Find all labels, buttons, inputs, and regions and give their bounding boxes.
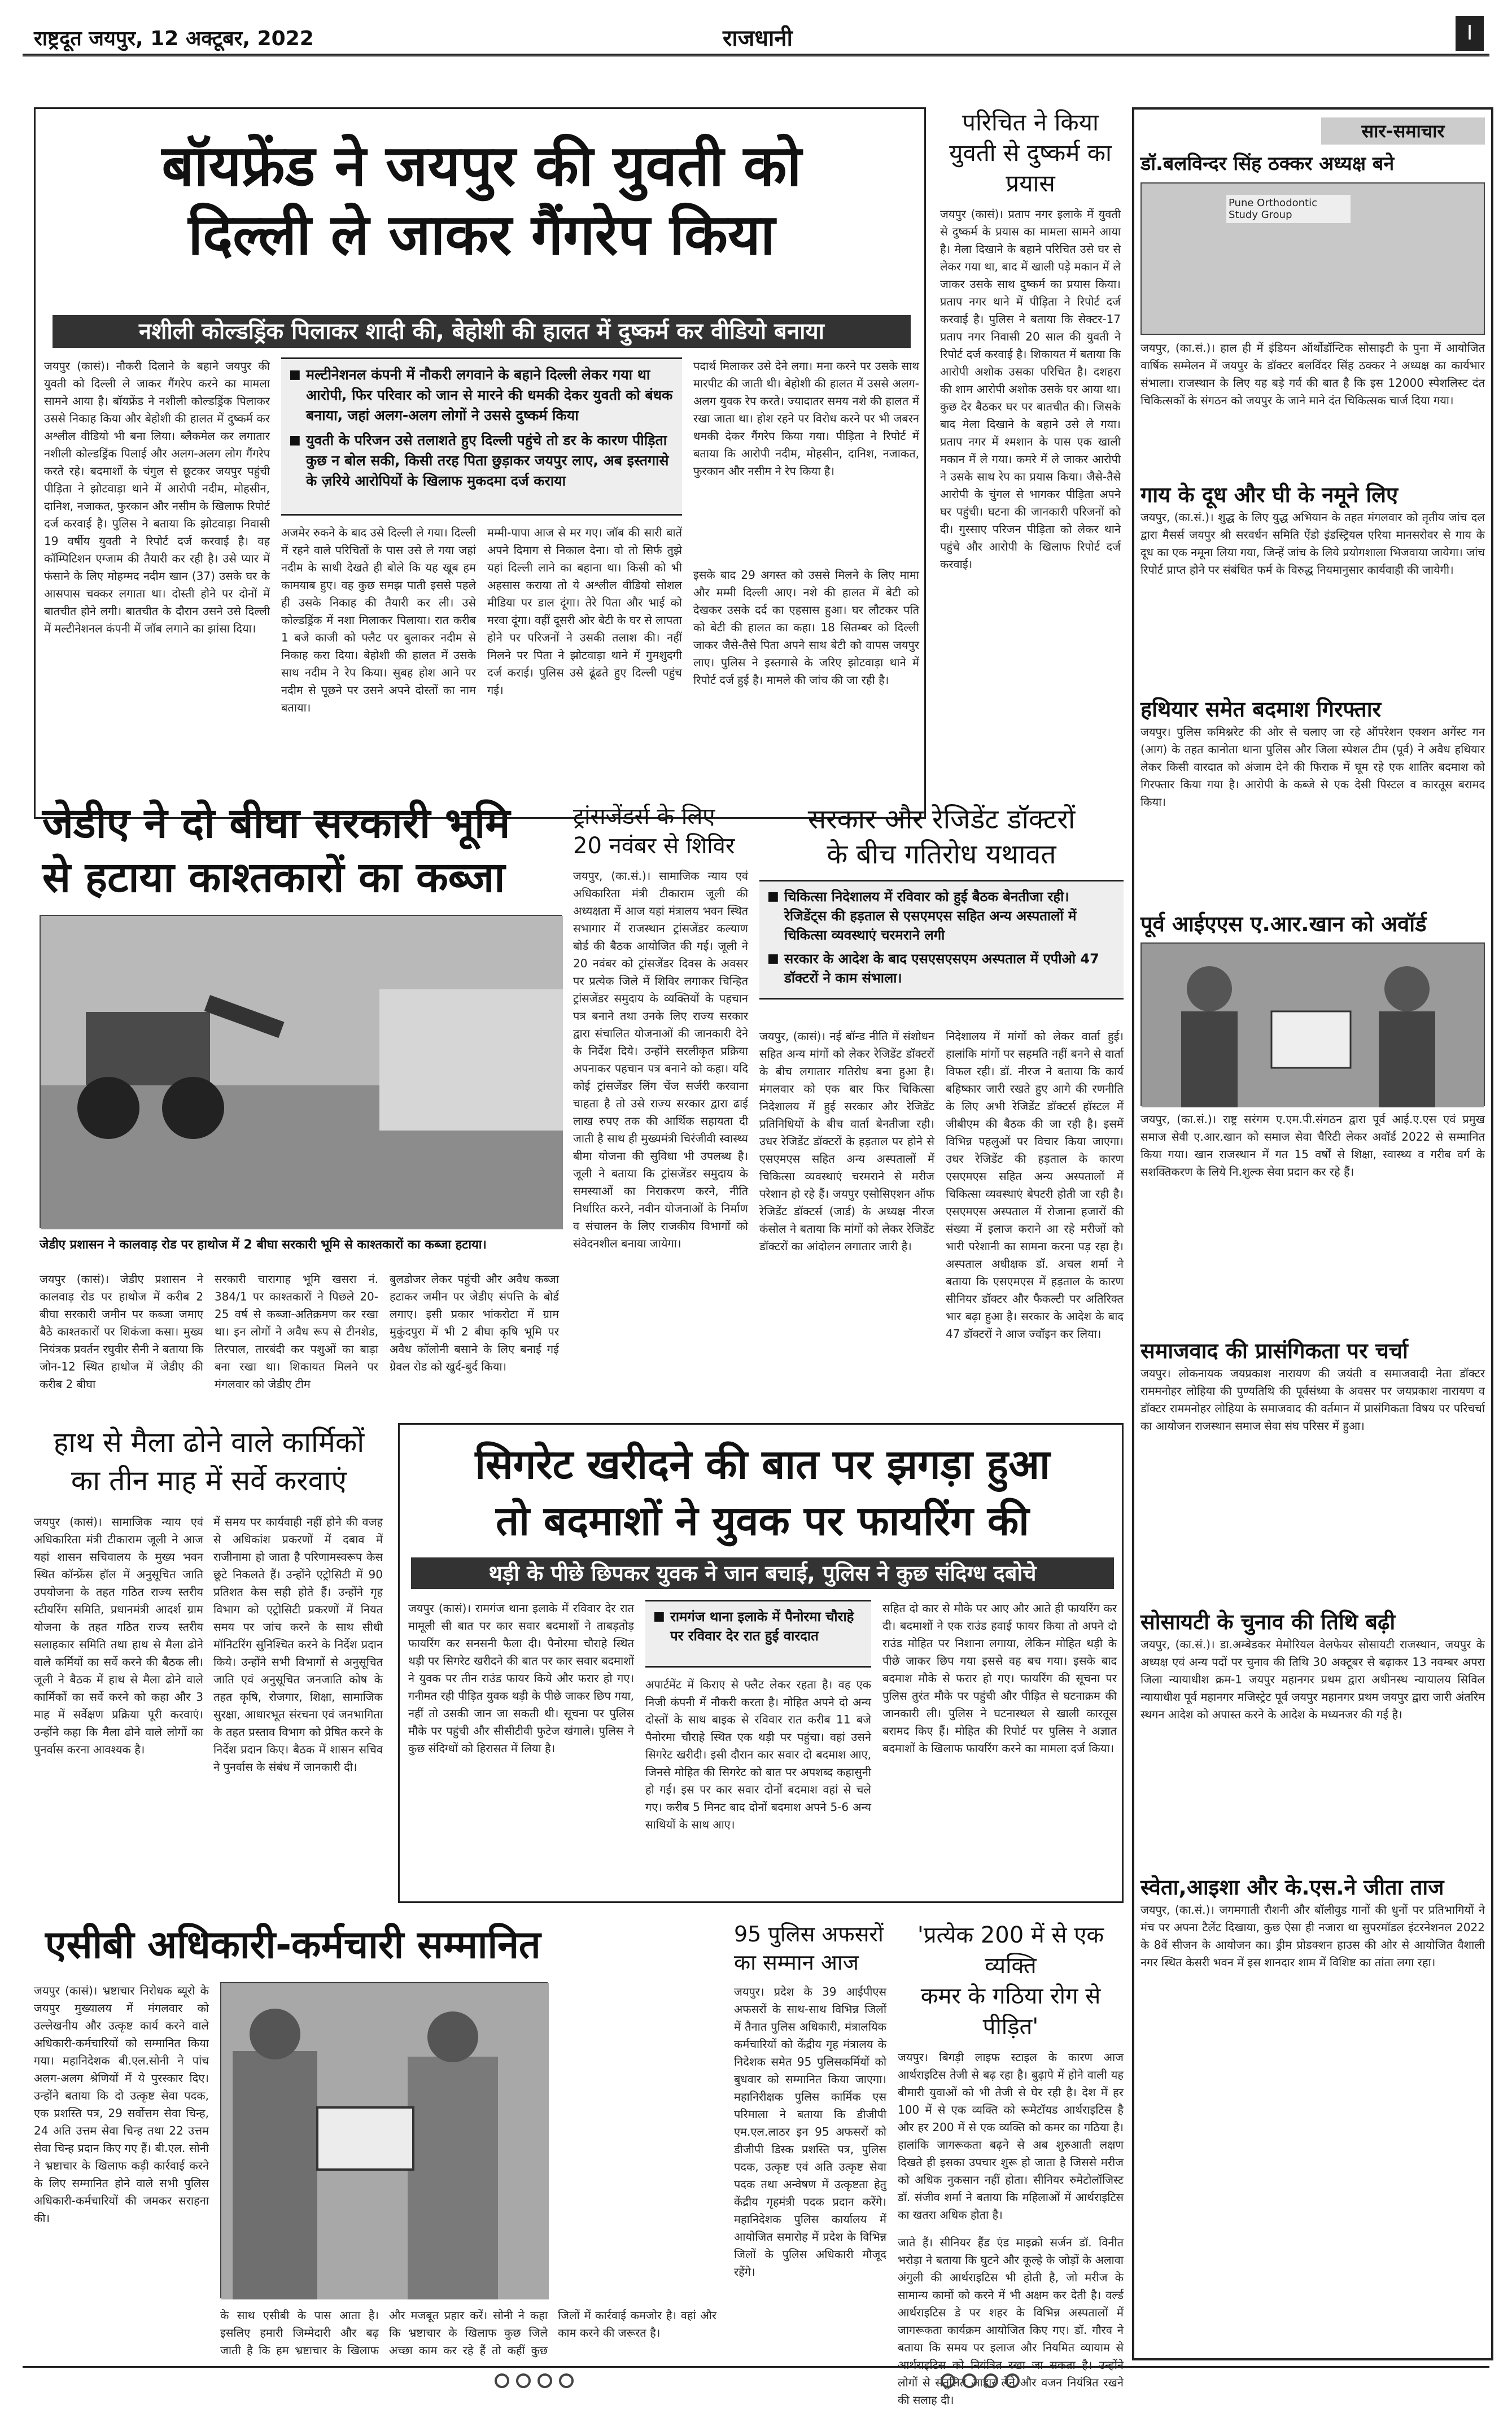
lead-highlight-2: ■ युवती के परिजन उसे तलाशते हुए दिल्ली पहुंचे तो डर के कारण पीड़िता कुछ न बोल सकी, किसी तरह पिता छुड़ाकर जयपुर लाए, अब इस्तगासे के ज़रिये आरोपियों के खिलाफ मुकदमा दर्ज कराया [289, 430, 674, 491]
registration-dot-icon [537, 2373, 552, 2388]
registration-dot-icon [984, 2373, 998, 2388]
doctors-highlight-1: ■ चिकित्सा निदेशालय में रविवार को हुई बैठक बेनतीजा रही। रेजिडेंट्स की हड़ताल से एसएमएस सहित अन्य अस्पतालों में चिकित्सा व्यवस्थाएं चरमराने लगी [767, 887, 1116, 945]
brief-1-headline: डॉ.बलविन्दर सिंह ठक्कर अध्यक्ष बने [1140, 152, 1395, 175]
award-scene [221, 1983, 549, 2299]
lead-col-2: अजमेर रुकने के बाद उसे दिल्ली ले गया। दिल्ली में रहने वाले परिचितों के पास उसे ले गया जहां नदीम के साथी देखते ही बोले कि यह खूब हम कामयाब हुए। वह कुछ समझ पाती इससे पहले ही उसके निकाह की तैयारी कर ली। उसे कोल्डड्रिंक में नशा मिलाकर पिलाया। रात करीब 1 बजे काजी को फ्लैट पर बुलाकर नदीम से निकाह करा दिया। बेहोशी की हालत में उसके साथ नदीम ने रेप किया। सुबह होश आने पर नदीम से पूछने पर उसने अपने दोस्तों का नाम बताया। [281, 526, 476, 714]
brief-1-body: जयपुर, (का.सं.)। हाल ही में इंडियन ऑर्थोडॉन्टिक सोसाइटी के पुना में आयोजित वार्षिक सम्मेलन में जयपुर के डॉक्टर बलविंदर सिंह ठक्कर ने अध्यक्ष का कार्यभार संभाला। राजस्थान के लिए यह बड़े गर्व की बात है कि इस 12000 स्पेशलिस्ट दंत चिकित्सकों के संगठन को जयपुर के जाने माने दंत चिकित्सक चार्ज दिया गया। [1140, 341, 1485, 407]
jda-col-2: सरकारी चारागाह भूमि खसरा नं. 384/1 पर काश्तकारों ने पिछले 20-25 वर्ष से कब्जा-अतिक्रमण कर रखा था। इन लोगों ने अवैध रूप से टीनशेड, तिरपाल, तारबंदी कर पशुओं का बाड़ा बना रखा था। शिकायत मिलने पर मंगलवार को जेडीए टीम [215, 1272, 378, 1391]
brief-3-body: जयपुर। पुलिस कमिश्नरेट की ओर से चलाए जा रहे ऑपरेशन एक्शन अगेंस्ट गन (आग) के तहत कानोता थाना पुलिस और जिला स्पेशल टीम (पूर्व) ने अवैध हथियार लेकर किसी वारदात को अंजाम देने की फिराक में घूम रहे एक शातिर बदमाश को गिरफ्तार किया गया है। आरोपी के कब्जे से एक देसी पिस्टल व कारतूस बरामद किया। [1140, 725, 1485, 809]
acb-photo [220, 1982, 548, 2298]
acb-headline: एसीबी अधिकारी-कर्मचारी सम्मानित [45, 1923, 541, 1967]
jda-caption: जेडीए प्रशासन ने कालवाड़ रोड पर हाथोज में 2 बीघा सरकारी भूमि से काश्तकारों का कब्जा हटाया। [40, 1238, 487, 1252]
doctors-col-1: जयपुर, (कासं)। नई बॉन्ड नीति में संशोधन सहित अन्य मांगों को लेकर रेजिडेंट डॉक्टरों के बीच लगातार गतिरोध बना हुआ है। मंगलवार को एक बार फिर चिकित्सा निदेशालय में हुई सरकार और रेजिडेंट प्रतिनिधियों के बीच वार्ता बेनतीजा रही। उधर रेजिडेंट डॉक्टरों के हड़ताल पर होने से एसएमएस सहित अन्य अस्पतालों में चिकित्सा व्यवस्थाएं चरमराने से मरीज परेशान हो रहे हैं। जयपुर एसोसिएशन ऑफ रेजिडेंट डॉक्टर्स (जार्ड) के अध्यक्ष नीरज कंसोल ने बताया कि मांगों को लेकर रेजिडेंट डॉक्टरों का आंदोलन लगातार जारी है। [759, 1029, 934, 1253]
lead-highlights [281, 357, 682, 516]
firing-col-1: जयपुर (कासं)। रामगंज थाना इलाके में रविवार देर रात मामूली सी बात पर कार सवार बदमाशों ने ताबड़तोड़ फायरिंग कर सनसनी फैला दी। पैनोरमा चौराहे स्थित थड़ी पर सिगरेट खरीदने की बात पर कार सवार बदमाशों ने युवक पर तीन राउंड फायर किये और फरार हो गए। गनीमत रही पीड़ित युवक थड़ी के पीछे जाकर छिप गया, नहीं तो उसकी जान जा सकती थी। सूचना पर पुलिस मौके पर पहुंची और सीसीटीवी फुटेज खंगाले। पुलिस ने कुछ संदिग्धों को हिरासत में लिया है। [408, 1601, 634, 1755]
jda-photo [40, 915, 562, 1228]
acb-col-2: के साथ एसीबी के पास आता है। इसलिए हमारी जिम्मेदारी और बढ़ जाती है कि हम भ्रष्टाचार के खिलाफ और मजबूत प्रहार करें। सोनी ने कहा कि भ्रष्टाचार के खिलाफ कुछ जिले अच्छा काम कर रहे हैं तो कहीं कुछ जिलों में कार्रवाई कमजोर है। वहां और काम करने की जरूरत है। [220, 2308, 716, 2357]
health-headline: 'प्रत्येक 200 में से एक व्यक्ति कमर के गठिया रोग से पीड़ित' [917, 1922, 1104, 2040]
firing-col-2: अपार्टमेंट में किराए से फ्लैट लेकर रहता है। वह एक निजी कंपनी में नौकरी करता है। मोहित अपने दो अन्य दोस्तों के साथ बाइक से रविवार रात करीब 11 बजे पैनोरमा चौराहे स्थित एक थड़ी पर पहुंचा। वहां उसने सिगरेट खरीदी। इसी दौरान कार सवार दो बदमाश आए, जिनसे मोहित की सिगरेट को बात पर अपशब्द कहासुनी हो गई। इस पर कार सवार दोनों बदमाश वहां से चले गए। करीब 5 मिनट बाद दोनों बदमाश अपने 5-6 अन्य साथियों के साथ आए। [645, 1678, 871, 1831]
firing-headline: सिगरेट खरीदने की बात पर झगड़ा हुआ तो बदमाशों ने युवक पर फायरिंग की [475, 1441, 1050, 1544]
page-footer [23, 2366, 1489, 2394]
dateline: राष्ट्रदूत जयपुर, 12 अक्टूबर, 2022 [34, 27, 314, 50]
story-acb [34, 1920, 726, 2366]
jda-col-1: जयपुर (कासं)। जेडीए प्रशासन ने कालवाड़ रोड पर हाथोज में करीब 2 बीघा सरकारी जमीन पर कब्जा जमाए बैठे काश्तकारों पर शिकंजा कसा। मुख्य नियंत्रक प्रवर्तन रघुवीर सैनी ने बताया कि जोन-12 स्थित हाथोज में जेडीए की करीब 2 बीघा [40, 1272, 203, 1391]
trans-headline: ट्रांसजेंडर्स के लिए 20 नवंबर से शिविर [573, 804, 735, 859]
trans-body: जयपुर, (का.सं.)। सामाजिक न्याय एवं अधिकारिता मंत्री टीकाराम जूली की अध्यक्षता में आज यहां मंत्रालय भवन स्थित सभागार में राजस्थान ट्रांसजेंडर कल्याण बोर्ड की बैठक आयोजित की गई। जूली ने 20 नवंबर को ट्रांसजेंडर दिवस के अवसर पर प्रत्येक जिले में शिविर लगाकर चिन्हित ट्रांसजेंडर समुदाय के व्यक्तियों के पहचान पत्र बनाने तथा उनके लिए राज्य सरकार द्वारा संचालित योजनाओं की जानकारी देने के निर्देश दिये। उन्होंने सरलीकृत प्रक्रिया अपनाकर पहचान पत्र बनाने को कहा। यदि कोई ट्रांसजेंडर लिंग चेंज सर्जरी करवाना चाहता है तो उसे राज्य सरकार द्वारा ढाई लाख रुपए तक की आर्थिक सहायता दी जाती है साथ ही मुख्यमंत्री चिरंजीवी स्वास्थ्य बीमा योजना की सुविधा भी उपलब्ध है। जूली ने बताया कि ट्रांसजेंडर समुदाय के समस्याओं का निराकरण करने, नीति निर्धारित करने, नवीन योजनाओं के निर्माण व संचालन के लिए राजकीय विभागों को संवेदनशील बनाया जायेगा। [573, 869, 748, 1250]
brief-4-headline: पूर्व आईएएस ए.आर.खान को अवॉर्ड [1140, 911, 1427, 936]
doctors-headline: सरकार और रेजिडेंट डॉक्टरों के बीच गतिरोध यथावत [807, 804, 1076, 870]
bulldozer-scene [41, 916, 563, 1229]
brief-6-body: जयपुर, (का.सं.)। डा.अम्बेडकर मेमोरियल वेलफेयर सोसायटी राजस्थान, जयपुर के अध्यक्ष एवं अन्य पदों पर चुनाव की तिथि 30 अक्टूबर से बढ़ाकर 13 नवम्बर अपरा जिला न्यायाधीश क्रम-1 जयपुर महानगर प्रथम द्वारा अधीनस्थ न्यायालय सिविल न्यायाधीश पूर्व महानगर मजिस्ट्रेट पूर्व जयपुर महानगर प्रथम जयपुर द्वारा जारी अंतरिम स्थगन आदेश को अपास्त करने के आदेश के मध्यनजर की गई है। [1140, 1638, 1485, 1721]
attempt-body: जयपुर (कासं)। प्रताप नगर इलाके में युवती से दुष्कर्म के प्रयास का मामला सामने आया है। मेला दिखाने के बहाने परिचित उसे घर से लेकर गया था, बाद में खाली पड़े मकान में ले जाकर उसके साथ दुष्कर्म का प्रयास किया। प्रताप नगर थाने में पीड़िता ने रिपोर्ट दर्ज करवाई है। पुलिस ने बताया कि सेक्टर-17 प्रताप नगर निवासी 20 साल की युवती ने रिपोर्ट दर्ज करवाई है। शिकायत में बताया कि आरोपी अशोक उसका परिचित है। दशहरा की शाम आरोपी अशोक उसके घर आया था। कुछ देर बैठकर घर पर बातचीत की। जिसके बाद मेला दिखाने के बहाने उसे ले गया। प्रताप नगर में श्मशान के पास एक खाली मकान में ले गया। कमरे में ले जाकर आरोपी ने उसके साथ रेप का प्रयास किया। जैसे-तैसे आरोपी के चुंगल से भागकर पीड़िता अपने घर पहुंची। घटना की जानकारी परिजनों को दी। गुस्साए परिजन पीड़िता को लेकर थाने पहुंचे और आरोपी के खिलाफ रिपोर्ट दर्ज करवाई। [940, 207, 1121, 571]
story-doctors [759, 802, 1124, 1406]
scav-col-1: जयपुर (कासं)। सामाजिक न्याय एवं अधिकारिता मंत्री टीकाराम जूली ने आज यहां शासन सचिवालय के मुख्य भवन स्थित कॉन्फ्रेंस हॉल में अनुसूचित जाति उपयोजना के तहत गठित राज्य स्तरीय स्टीयरिंग समिति, प्रधानमंत्री आदर्श ग्राम योजना के तहत गठित राज्य स्तरीय सलाहकार समिति तथा हाथ से मैला ढोने वाले कर्मियों का सर्वे करने की बैठक ली। जूली ने बैठक में हाथ से मैला ढोने वाले कार्मिकों का सर्वे करने को कहा और 3 माह में सर्वेक्षण प्रक्रिया पूरी करवाएं। उन्होंने कहा कि मैला ढोने वाले लोगों का पुनर्वास करना आवश्यक है। [34, 1515, 203, 1756]
brief-5-headline: समाजवाद की प्रासंगिकता पर चर्चा [1140, 1338, 1408, 1363]
story-jda [34, 796, 565, 1406]
story-police [734, 1920, 886, 2366]
registration-dot-icon [941, 2373, 955, 2388]
lead-col-1: जयपुर (कासं)। नौकरी दिलाने के बहाने जयपुर की युवती को दिल्ली ले जाकर गैंगरेप करने का मामला सामने आया है। बॉयफ्रेंड ने नशीली कोल्डड्रिंक पिलाकर उससे निकाह किया और बेहोशी की हालत में दुष्कर्म कर अश्लील वीडियो भी बना लिया। ब्लैकमेल कर लगातार नशीली कोल्डड्रिंक पिलाई और अलग-अलग लोग गैंगरेप करते रहे। बदमाशों के चंगुल से छूटकर जयपुर पहुंची पीड़िता ने झोटवाड़ा थाने में आरोपी नदीम, मोहसीन, दानिश, नजाकत, फुरकान और नसीम के खिलाफ रिपोर्ट दर्ज करवाई है। पुलिस ने बताया कि झोटवाड़ा निवासी 19 वर्षीय युवती ने रिपोर्ट दर्ज करवाई है। वह कॉम्पिटिशन एग्जाम की तैयारी कर रही है। उसे प्यार में फंसाने के लिए मोहम्मद नदीम खान (37) उसके घर के आसपास चक्कर लगाता था। दोस्ती होने पर दोनों में बातचीत होने लगी। बातचीत के दौरान उसने उसे दिल्ली में मल्टीनेशनल कंपनी में जॉब लगाने का झांसा दिया। [44, 359, 270, 635]
brief-7-headline: स्वेता,आइशा और के.एस.ने जीता ताज [1140, 1875, 1444, 1900]
brief-4-body: जयपुर, (का.सं.)। राष्ट्र सरंगम ए.एम.पी.संगठन द्वारा पूर्व आई.ए.एस एवं प्रमुख समाज सेवी ए.आर.खान को समाज सेवा चैरिटी लेकर अवॉर्ड 2022 से सम्मानित किया गया। खान राजस्थान में गत 15 वर्षों से शिक्षा, स्वास्थ्य व गरीब वर्ग के सशक्तिकरण के लिये नि.शुल्क सेवा प्रदान कर रहे हैं। [1140, 1112, 1485, 1179]
firing-highlight: ■ रामगंज थाना इलाके में पैनोरमा चौराहे पर रविवार देर रात हुई वारदात [645, 1600, 871, 1668]
story-health [898, 1920, 1124, 2407]
registration-dot-icon [1005, 2373, 1020, 2388]
police-headline: 95 पुलिस अफसरों का सम्मान आज [734, 1922, 884, 1975]
brief-1-photo [1140, 182, 1485, 335]
award-handover-scene [1142, 944, 1484, 1107]
brief-2-body: जयपुर, (का.सं.)। शुद्ध के लिए युद्ध अभियान के तहत मंगलवार को तृतीय जांच दल द्वारा मैसर्स जयपुर श्री सरवर्धन समिति ऐंडो इंडस्ट्रियल एरिया मानसरोवर से गाय के दूध का एक नमूना लिया गया, जिन्हें जांच के लिये प्रयोगशाला भिजवाया जायेगा। जांच रिपोर्ट प्राप्त होने पर संबंधित फर्म के विरुद्ध नियमानुसार कार्यवाही की जायेगी। [1140, 510, 1485, 577]
registration-dot-icon [559, 2373, 574, 2388]
registration-marks-left [491, 2373, 577, 2390]
firing-col-3: सहित दो कार से मौके पर आए और आते ही फायरिंग कर दी। बदमाशों ने एक राउंड हवाई फायर किया तो अपने दो राउंड मोहित पर निशाना लगाया, लेकिन मोहित थड़ी के पीछे जाकर छिप गया इससे वह बच गया। इसके बाद बदमाश मौके से फरार हो गए। फायरिंग की सूचना पर पुलिस तुरंत मौके पर पहुंची और पीड़ित से घटनाक्रम की जानकारी ली। पुलिस ने घटनास्थल से खाली कारतूस बरामद किए हैं। मोहित की रिपोर्ट पर पुलिस ने अज्ञात बदमाशों के खिलाफ फायरिंग करने का मामला दर्ज किया। [882, 1601, 1117, 1755]
acb-col-1: जयपुर (कासं)। भ्रष्टाचार निरोधक ब्यूरो के जयपुर मुख्यालय में मंगलवार को उल्लेखनीय और उत्कृष्ट कार्य करने वाले अधिकारी-कर्मचारियों को सम्मानित किया गया। महानिदेशक बी.एल.सोनी ने पांच अलग-अलग श्रेणियों में ये पुरस्कार दिए। उन्होंने बताया कि दो उत्कृष्ट सेवा पदक, एक प्रशस्ति पत्र, 29 सर्वोत्तम सेवा चिन्ह, 24 अति उत्तम सेवा चिन्ह तथा 22 उत्तम सेवा चिन्ह प्रदान किए गए हैं। बी.एल. सोनी ने भ्रष्टाचार के खिलाफ कड़ी कार्रवाई करने के लिए सम्मानित होने वाले सभी पुलिस अधिकारी-कर्मचारियों की जमकर सराहना की। [34, 1984, 209, 2225]
scav-col-2: में समय पर कार्यवाही नहीं होने की वजह से अधिकांश प्रकरणों में दबाव में राजीनामा हो जाता है परिणामस्वरूप केस छूटे निकलते हैं। उन्होंने एट्रोसिटी में 90 प्रतिशत केस सही होते हैं। उन्होंने गृह विभाग को एट्रोसिटी प्रकरणों में नियत समय पर जांच करने के साथ सीधी मॉनिटरिंग सुनिश्चित करने के निर्देश प्रदान किये। उन्होंने सभी विभागों से अनुसूचित जाति एवं अनुसूचित जनजाति कोष के तहत कृषि, रोजगार, शिक्षा, सामाजिक सुरक्षा, आधारभूत संरचना एवं जनभागिता के तहत प्रस्ताव विभाग को प्रेषित करने के निर्देश प्रदान किए। बैठक में शासन सचिव ने पुनर्वास के संबंध में जानकारी दी। [213, 1515, 383, 1774]
doctors-highlights [759, 880, 1124, 1000]
brief-7-body: जयपुर, (का.सं.)। जगमगाती रौशनी और बॉलीवुड गानों की धुनों पर प्रतिभागियों ने मंच पर अपना टैलेंट दिखाया, कुछ ऐसा ही नजारा था सुपरमॉडल इंटरनेशनल 2022 के 8वें सीजन के आयोजन का। ड्रीम प्रोडक्शन हाउस की ओर से आयोजित वैशाली नगर स्थित केसरी भवन में इस शानदार शाम में विशिष्ट का तांता लगा रहा। [1140, 1903, 1485, 1969]
page-header [23, 11, 1489, 56]
brief-5-body: जयपुर। लोकनायक जयप्रकाश नारायण की जयंती व समाजवादी नेता डॉक्टर राममनोहर लोहिया की पुण्यतिथि की पूर्वसंध्या के अवसर पर जयप्रकाश नारायण व डॉक्टर राममनोहर लोहिया के समाजवाद की वर्तमान में प्रासंगिकता विषय पर परिचर्चा का आयोजन राजस्थान समाज सेवा संघ परिसर में हुआ। [1140, 1367, 1485, 1433]
lead-col-3: मम्मी-पापा आज से मर गए। जॉब की सारी बातें अपने दिमाग से निकाल देना। वो तो सिर्फ तुझे यहां दिल्ली लाने का बहाना था। किसी को भी अहसास कराया तो ये अश्लील वीडियो सोशल मीडिया पर डाल दूंगा। तेरे पिता और भाई को मरवा दूंगा। वहीं दूसरी ओर बेटी के घर से लापता होने पर परिजनों ने उसकी तलाश की। नहीं मिलने पर पिता ने झोटवाड़ा थाने में गुमशुदगी दर्ज कराई। पुलिस उसे ढूंढते हुए दिल्ली पहुंच गई। [487, 526, 682, 697]
brief-3-headline: हथियार समेत बदमाश गिरफ्तार [1140, 697, 1382, 722]
police-body: जयपुर। प्रदेश के 39 आईपीएस अफसरों के साथ-साथ विभिन्न जिलों में तैनात पुलिस अधिकारी, मंत्रालयिक कर्मचारियों को केंद्रीय गृह मंत्रालय के निदेशक समेत 95 पुलिसकर्मियों को बुधवार को सम्मानित किया जाएगा। महानिरीक्षक पुलिस कार्मिक एस परिमाला ने बताया कि डीजीपी एम.एल.लाठर इन 95 अफसरों को डीजीपी डिस्क प्रशस्ति पत्र, पुलिस पदक, उत्कृष्ट एवं अति उत्कृष्ट सेवा पदक तथा अन्वेषण में उत्कृष्टता हेतु केंद्रीय गृहमंत्री पदक प्रदान करेंगे। महानिदेशक पुलिस कार्यालय में आयोजित समारोह में प्रदेश के विभिन्न जिलों के पुलिस अधिकारी मौजूद रहेंगे। [734, 1985, 886, 2279]
story-scavengers [34, 1423, 384, 1903]
doctors-col-2: निदेशालय में मांगों को लेकर वार्ता हुई। हालांकि मांगों पर सहमति नहीं बनने से वार्ता विफल रही। डॉ. नीरज ने बताया कि कार्य बहिष्कार जारी रखते हुए आगे की रणनीति के लिए अभी रेजिडेंट डॉक्टर्स हॉस्टल में जीबीएम की बैठक की जा रही है। इसमें विभिन्न पहलुओं पर विचार किया जाएगा। उधर रेजिडेंट की हड़ताल के कारण एसएमएस सहित अन्य अस्पतालों में चिकित्सा व्यवस्थाएं बेपटरी होती जा रही है। एसएमएस अस्पताल में रोजाना हजारों की संख्या में इलाज कराने आ रहे मरीजों को भारी परेशानी का सामना करना पड़ रहा है। अस्पताल अधीक्षक डॉ. अचल शर्मा ने बताया कि एसएमएस में हड़ताल के कारण सीनियर डॉक्टर और फैकल्टी पर अतिरिक्त भार बढ़ा हुआ है। सरकार के आदेश के बाद 47 डॉक्टरों ने आज ज्वॉइन कर लिया। [946, 1029, 1124, 1341]
registration-dot-icon [495, 2373, 509, 2388]
lead-highlight-1: ■ मल्टीनेशनल कंपनी में नौकरी लगवाने के बहाने दिल्ली लेकर गया था आरोपी, फिर परिवार को जान से मारने की धमकी देकर युवती को बंधक बनाया, जहां अलग-अलग लोगों ने उससे दुष्कर्म किया [289, 365, 674, 426]
story-transgender [573, 802, 748, 1406]
scav-headline: हाथ से मैला ढोने वाले कार्मिकों का तीन माह में सर्वे करवाएं [53, 1426, 365, 1497]
story-firing [398, 1423, 1124, 1903]
brief-6-headline: सोसायटी के चुनाव की तिथि बढ़ी [1140, 1609, 1396, 1634]
lead-col-4: पदार्थ मिलाकर उसे देने लगा। मना करने पर उसके साथ मारपीट की जाती थी। बेहोशी की हालत में उससे अलग-अलग युवक रेप करते। ज्यादातर समय नशे की हालत में रखा जाता था। होश रहने पर विरोध करने पर भी जबरन धमकी देकर गैंगरेप किया गया। पीड़िता ने रिपोर्ट में बताया कि आरोपी नदीम, मोहसीन, दानिश, नजाकत, फुरकान और नसीम ने रेप किया है। [693, 359, 919, 478]
story-attempt [940, 107, 1121, 819]
brief-1-banner: Pune Orthodontic Study Group [1226, 195, 1351, 223]
registration-dot-icon [962, 2373, 977, 2388]
doctors-highlight-2: ■ सरकार के आदेश के बाद एसएसएसएम अस्पताल में एपीओ 47 डॉक्टरों ने काम संभाला। [767, 949, 1116, 988]
firing-subhead: थड़ी के पीछे छिपकर युवक ने जान बचाई, पुलिस ने कुछ संदिग्ध दबोचे [411, 1557, 1114, 1589]
attempt-headline: परिचित ने किया युवती से दुष्कर्म का प्रयास [949, 108, 1112, 197]
lead-subhead: नशीली कोल्डड्रिंक पिलाकर शादी की, बेहोशी की हालत में दुष्कर्म कर वीडियो बनाया [53, 315, 911, 348]
jda-headline: जेडीए ने दो बीघा सरकारी भूमि से हटाया काश्तकारों का कब्जा [42, 799, 510, 902]
jda-col-3: बुलडोजर लेकर पहुंची और अवैध कब्जा हटाकर जमीन पर जेडीए संपत्ति के बोर्ड लगाए। इसी प्रकार भांकरोटा में ग्राम मुकुंदपुरा में भी 2 बीघा कृषि भूमि पर अवैध कॉलोनी बसाने के लिए बनाई गई ग्रेवल रोड को खुर्द-बुर्द किया। [390, 1272, 559, 1373]
health-body-1: जयपुर। बिगड़ी लाइफ स्टाइल के कारण आज आर्थराइटिस तेजी से बढ़ रहा है। बुढ़ापे में होने वाली यह बीमारी युवाओं को भी तेजी से घेर रही है। देश में हर 100 में से एक व्यक्ति को रूमेटॉयड आर्थराइटिस है और हर 200 में से एक व्यक्ति को कमर का गठिया है। हालांकि जागरूकता बढ़ने से अब शुरुआती लक्षण दिखते ही इसका उपचार शुरू हो जाता है जिससे मरीज को अधिक नुकसान नहीं होता। सीनियर रुमेटोलॉजिस्ट डॉ. संजीव शर्मा ने बताया कि महिलाओं में आर्थराइटिस का खतरा अधिक होता है। [898, 2050, 1124, 2222]
section-name: राजधानी [723, 25, 793, 51]
lead-col-5: इसके बाद 29 अगस्त को उससे मिलने के लिए मामा और मम्मी दिल्ली आए। नशे की हालत में बेटी को देखकर उसके दर्द का एहसास हुआ। घर लौटकर पति को बेटी की हालत का कहा। 18 सितम्बर को दिल्ली जाकर जैसे-तैसे पिता अपने साथ बेटी को वापस जयपुर लाए। पुलिस ने इस्तगासे के जरिए झोटवाड़ा थाने में रिपोर्ट दर्ज हुई है। मामले की जांच की जा रही है। [693, 568, 919, 687]
brief-4-photo [1140, 942, 1485, 1106]
sidebar-tag: सार-समाचार [1321, 117, 1485, 145]
health-body-2: जाते हैं। सीनियर हैंड एंड माइक्रो सर्जन डॉ. विनीत भरोड़ा ने बताया कि घुटने और कूल्हे के जोड़ों के अलावा अंगुली की आर्थराइटिस भी होती है, जो मरीज के सामान्य कामों को करने में भी अक्षम कर देती है। वर्ल्ड आर्थराइटिस डे पर शहर के विभिन्न अस्पतालों में जागरूकता कार्यक्रम आयोजित किए गए। डॉ. गौरव ने बताया कि समय पर इलाज और नियमित व्यायाम से आर्थराइटिस को नियंत्रित रखा जा सकता है। उन्होंने लोगों से संतुलित आहार लेने और वजन नियंत्रित रखने की सलाह दी। [898, 2236, 1124, 2407]
lead-story [34, 107, 926, 819]
lead-headline: बॉयफ्रेंड ने जयपुर की युवती को दिल्ली ले जाकर गैंगरेप किया [161, 133, 802, 268]
brief-2-headline: गाय के दूध और घी के नमूने लिए [1140, 482, 1399, 507]
registration-dot-icon [516, 2373, 531, 2388]
registration-marks-right [937, 2373, 1023, 2390]
sidebar-content [1140, 150, 1485, 2355]
page-number: I [1456, 16, 1484, 51]
